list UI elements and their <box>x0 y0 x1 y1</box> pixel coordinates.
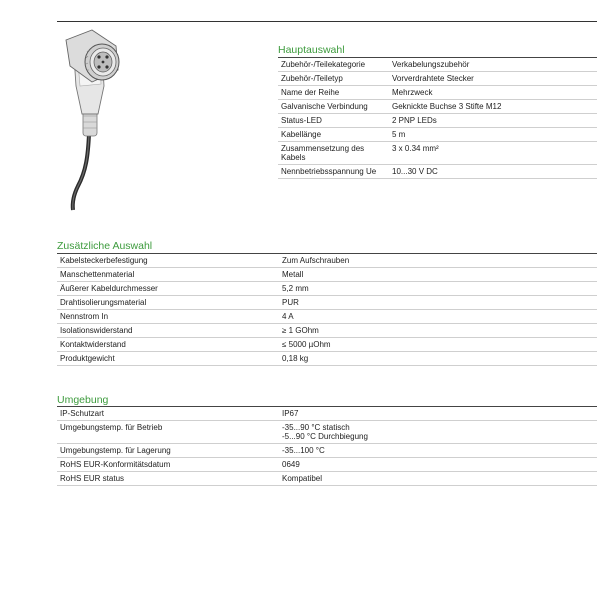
spec-value: PUR <box>282 298 299 307</box>
spec-label: Umgebungstemp. für Lagerung <box>60 446 171 455</box>
table-row <box>278 58 597 72</box>
spec-value: 2 PNP LEDs <box>392 116 437 125</box>
spec-label: Manschettenmaterial <box>60 270 135 279</box>
spec-label: Zubehör-/Teiletyp <box>281 74 343 83</box>
spec-label: Äußerer Kabeldurchmesser <box>60 284 158 293</box>
table-row <box>278 128 597 142</box>
connector-cable-image <box>56 26 130 212</box>
spec-value: Mehrzweck <box>392 88 433 97</box>
spec-value: 5 m <box>392 130 406 139</box>
top-rule <box>57 21 597 22</box>
spec-value: Vorverdrahtete Stecker <box>392 74 474 83</box>
table-row <box>278 114 597 128</box>
spec-value: ≥ 1 GOhm <box>282 326 319 335</box>
table-row <box>57 421 597 444</box>
spec-value: 0,18 kg <box>282 354 309 363</box>
spec-label: IP-Schutzart <box>60 409 105 418</box>
spec-label: Name der Reihe <box>281 88 340 97</box>
additional-spec-table <box>57 253 597 366</box>
table-row <box>57 352 597 366</box>
table-row <box>57 324 597 338</box>
spec-value: 4 A <box>282 312 294 321</box>
spec-label: Nennbetriebsspannung Ue <box>281 167 377 176</box>
spec-value: Verkabelungszubehör <box>392 60 470 69</box>
spec-label: Status-LED <box>281 116 322 125</box>
main-spec-table <box>278 57 597 179</box>
table-row <box>278 100 597 114</box>
spec-value-line: -5...90 °C Durchbiegung <box>282 432 368 441</box>
section-title-additional: Zusätzliche Auswahl <box>57 240 153 252</box>
spec-label: Produktgewicht <box>60 354 115 363</box>
environment-spec-table <box>57 406 597 486</box>
table-row <box>57 268 597 282</box>
spec-value: Kompatibel <box>282 474 323 483</box>
spec-value: Geknickte Buchse 3 Stifte M12 <box>392 102 502 111</box>
spec-value: -35...100 °C <box>282 446 325 455</box>
table-row <box>57 310 597 324</box>
section-title-environment: Umgebung <box>57 394 109 406</box>
spec-label: Kabellänge <box>281 130 322 139</box>
table-row <box>57 444 597 458</box>
spec-value: 3 x 0.34 mm² <box>392 144 439 153</box>
spec-value: IP67 <box>282 409 299 418</box>
spec-value-line: -35...90 °C statisch <box>282 423 350 432</box>
table-row <box>278 72 597 86</box>
spec-label: Umgebungstemp. für Betrieb <box>60 423 163 432</box>
table-row <box>278 142 597 165</box>
table-row <box>57 254 597 268</box>
spec-label: RoHS EUR-Konformitätsdatum <box>60 460 171 469</box>
table-row <box>57 296 597 310</box>
spec-value: Zum Aufschrauben <box>282 256 350 265</box>
spec-label: Drahtisolierungsmaterial <box>60 298 147 307</box>
table-row <box>57 472 597 486</box>
spec-value: 5,2 mm <box>282 284 309 293</box>
spec-value: Metall <box>282 270 304 279</box>
spec-label: RoHS EUR status <box>60 474 125 483</box>
spec-label: Zubehör-/Teilekategorie <box>281 60 366 69</box>
spec-label: Kabelsteckerbefestigung <box>60 256 148 265</box>
spec-value: 0649 <box>282 460 300 469</box>
spec-value: ≤ 5000 µOhm <box>282 340 331 349</box>
spec-label: Galvanische Verbindung <box>281 102 368 111</box>
spec-value: 10...30 V DC <box>392 167 438 176</box>
table-row <box>57 458 597 472</box>
spec-label: Kontaktwiderstand <box>60 340 126 349</box>
table-row <box>57 338 597 352</box>
spec-label: Zusammensetzung des Kabels <box>281 144 365 162</box>
table-row <box>278 86 597 100</box>
table-row <box>278 165 597 179</box>
spec-value <box>279 421 597 444</box>
section-title-main: Hauptauswahl <box>278 44 345 56</box>
spec-label: Isolationswiderstand <box>60 326 133 335</box>
spec-label: Nennstrom In <box>60 312 109 321</box>
table-row <box>57 407 597 421</box>
table-row <box>57 282 597 296</box>
